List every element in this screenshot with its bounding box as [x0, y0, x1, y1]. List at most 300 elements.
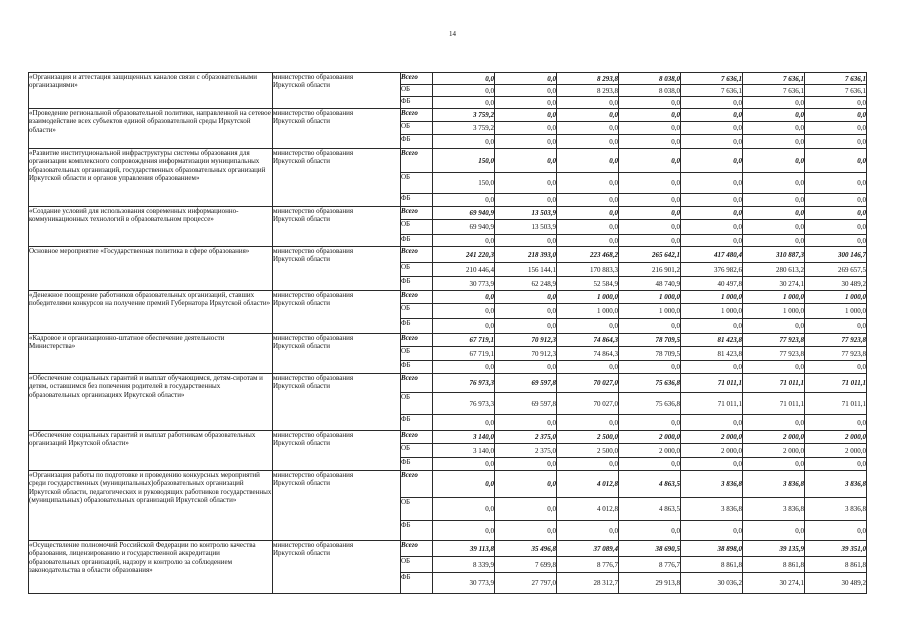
amount-cell: 0,0	[433, 361, 495, 374]
amount-cell: 0,0	[433, 319, 495, 334]
amount-cell: 77 923,8	[743, 334, 805, 347]
amount-cell: 8 038,0	[619, 85, 681, 97]
responsible-body-text: министерство образования Иркутской области	[273, 431, 354, 448]
funding-source-label: Всего	[401, 334, 433, 347]
responsible-body	[273, 431, 401, 471]
amount-cell: 300 146,7	[805, 247, 867, 263]
funding-source-label: ОБ	[401, 85, 433, 97]
amount-cell: 0,0	[433, 521, 495, 541]
funding-source-label: ОБ	[401, 220, 433, 235]
amount-cell: 4 863,5	[619, 471, 681, 498]
amount-cell: 38 690,5	[619, 541, 681, 557]
amount-cell: 7 636,1	[681, 85, 743, 97]
amount-cell: 0,0	[805, 122, 867, 135]
amount-cell: 7 636,1	[681, 73, 743, 85]
budget-table	[28, 72, 867, 594]
amount-cell: 376 982,6	[681, 263, 743, 277]
amount-cell: 71 011,1	[743, 393, 805, 415]
amount-cell: 0,0	[495, 319, 557, 334]
table-row	[29, 109, 867, 122]
amount-cell: 39 113,8	[433, 541, 495, 557]
amount-cell: 27 797,0	[495, 573, 557, 594]
amount-cell: 0,0	[495, 498, 557, 521]
amount-cell: 0,0	[681, 109, 743, 122]
amount-cell: 0,0	[743, 220, 805, 235]
funding-source-label: ФБ	[401, 361, 433, 374]
amount-cell: 0,0	[495, 73, 557, 85]
amount-cell: 2 500,0	[557, 431, 619, 444]
responsible-body	[273, 374, 401, 431]
amount-cell: 0,0	[743, 207, 805, 220]
amount-cell: 67 719,1	[433, 347, 495, 361]
amount-cell: 7 699,8	[495, 557, 557, 573]
amount-cell: 3 140,0	[433, 431, 495, 444]
measure-description: «Организация работы по подготовке и проведению конкурсных мероприятий среди государственных (муниципальных)образовательных организаций Иркутской области, педагогических и руководящих работников государственных (муниципальных) образовательных организаций Иркутской области»	[29, 471, 273, 541]
amount-cell: 1 000,0	[805, 304, 867, 319]
amount-cell: 0,0	[557, 415, 619, 431]
responsible-body-text: министерство образования Иркутской области	[273, 291, 354, 308]
amount-cell: 0,0	[805, 149, 867, 173]
funding-source-label: ФБ	[401, 521, 433, 541]
amount-cell: 3 836,8	[743, 498, 805, 521]
amount-cell: 0,0	[619, 415, 681, 431]
amount-cell: 0,0	[681, 194, 743, 207]
responsible-body-text: министерство образования Иркутской области	[273, 471, 354, 488]
amount-cell: 0,0	[433, 97, 495, 109]
amount-cell: 417 480,4	[681, 247, 743, 263]
amount-cell: 0,0	[495, 361, 557, 374]
funding-source-label: Всего	[401, 374, 433, 393]
amount-cell: 0,0	[805, 235, 867, 247]
amount-cell: 30 489,2	[805, 277, 867, 291]
amount-cell: 0,0	[433, 458, 495, 471]
measure-description: «Создание условий для использования современных информационно-коммуникационных технологий в образовательном процессе»	[29, 207, 273, 247]
funding-source-label: Всего	[401, 471, 433, 498]
amount-cell: 216 901,2	[619, 263, 681, 277]
amount-cell: 30 036,2	[681, 573, 743, 594]
amount-cell: 2 000,0	[743, 431, 805, 444]
amount-cell: 0,0	[681, 361, 743, 374]
amount-cell: 30 274,1	[743, 277, 805, 291]
amount-cell: 0,0	[743, 122, 805, 135]
amount-cell: 0,0	[743, 173, 805, 194]
amount-cell: 0,0	[557, 109, 619, 122]
amount-cell: 0,0	[495, 194, 557, 207]
responsible-body	[273, 291, 401, 334]
funding-source-label: ФБ	[401, 277, 433, 291]
amount-cell: 0,0	[619, 220, 681, 235]
measure-description: «Осуществление полномочий Российской Федерации по контролю качества образования, лицензированию и государственной аккредитации образовательных организаций, надзору и контролю за соблюдением законодательства в области образования»	[29, 541, 273, 594]
amount-cell: 8 038,0	[619, 73, 681, 85]
amount-cell: 0,0	[681, 173, 743, 194]
amount-cell: 0,0	[681, 135, 743, 149]
amount-cell: 0,0	[619, 235, 681, 247]
amount-cell: 74 864,3	[557, 334, 619, 347]
amount-cell: 2 000,0	[681, 431, 743, 444]
amount-cell: 265 642,1	[619, 247, 681, 263]
amount-cell: 0,0	[557, 458, 619, 471]
amount-cell: 74 864,3	[557, 347, 619, 361]
amount-cell: 0,0	[495, 471, 557, 498]
funding-source-label: Всего	[401, 207, 433, 220]
amount-cell: 0,0	[433, 85, 495, 97]
amount-cell: 39 351,0	[805, 541, 867, 557]
amount-cell: 2 000,0	[619, 431, 681, 444]
amount-cell: 75 636,8	[619, 374, 681, 393]
amount-cell: 4 863,5	[619, 498, 681, 521]
amount-cell: 0,0	[557, 319, 619, 334]
amount-cell: 71 011,1	[805, 393, 867, 415]
amount-cell: 0,0	[805, 109, 867, 122]
amount-cell: 2 500,0	[557, 444, 619, 458]
amount-cell: 0,0	[681, 122, 743, 135]
amount-cell: 0,0	[619, 122, 681, 135]
amount-cell: 81 423,8	[681, 334, 743, 347]
amount-cell: 40 497,8	[681, 277, 743, 291]
amount-cell: 71 011,1	[805, 374, 867, 393]
measure-description: «Организация и аттестация защищенных каналов связи с образовательными организациями»	[29, 73, 273, 109]
amount-cell: 0,0	[495, 521, 557, 541]
responsible-body-text: министерство образования Иркутской области	[273, 73, 354, 90]
amount-cell: 0,0	[681, 415, 743, 431]
amount-cell: 77 923,8	[805, 347, 867, 361]
amount-cell: 0,0	[557, 207, 619, 220]
funding-source-label: ОБ	[401, 304, 433, 319]
table-row	[29, 471, 867, 498]
amount-cell: 7 636,1	[743, 85, 805, 97]
amount-cell: 0,0	[743, 135, 805, 149]
amount-cell: 0,0	[557, 235, 619, 247]
amount-cell: 0,0	[433, 498, 495, 521]
amount-cell: 0,0	[619, 173, 681, 194]
amount-cell: 0,0	[495, 122, 557, 135]
measure-description: «Развитие институциональной инфраструктуры системы образования для организации комплексного сопровождения информатизации муниципальных образовательных организаций, государственных образовательных организаций Иркутской области и органов управления образованием»	[29, 149, 273, 207]
amount-cell: 8 861,8	[743, 557, 805, 573]
amount-cell: 0,0	[557, 135, 619, 149]
amount-cell: 0,0	[619, 97, 681, 109]
table-row	[29, 73, 867, 85]
amount-cell: 2 375,0	[495, 431, 557, 444]
amount-cell: 69 597,8	[495, 374, 557, 393]
measure-description: Основное мероприятие «Государственная политика в сфере образования»	[29, 247, 273, 291]
amount-cell: 0,0	[619, 521, 681, 541]
amount-cell: 13 503,9	[495, 220, 557, 235]
amount-cell: 52 584,9	[557, 277, 619, 291]
amount-cell: 280 613,2	[743, 263, 805, 277]
amount-cell: 71 011,1	[743, 374, 805, 393]
amount-cell: 30 773,9	[433, 573, 495, 594]
amount-cell: 71 011,1	[681, 374, 743, 393]
amount-cell: 0,0	[557, 194, 619, 207]
amount-cell: 0,0	[743, 235, 805, 247]
amount-cell: 0,0	[681, 521, 743, 541]
amount-cell: 0,0	[681, 149, 743, 173]
responsible-body	[273, 247, 401, 291]
funding-source-label: ОБ	[401, 347, 433, 361]
amount-cell: 0,0	[743, 109, 805, 122]
funding-source-label: Всего	[401, 431, 433, 444]
amount-cell: 7 636,1	[805, 85, 867, 97]
amount-cell: 0,0	[433, 304, 495, 319]
amount-cell: 69 940,9	[433, 207, 495, 220]
funding-source-label: Всего	[401, 247, 433, 263]
amount-cell: 0,0	[495, 173, 557, 194]
amount-cell: 0,0	[805, 521, 867, 541]
funding-source-label: ФБ	[401, 415, 433, 431]
table-row	[29, 334, 867, 347]
responsible-body-text: министерство образования Иркутской области	[273, 109, 354, 126]
funding-source-label: ОБ	[401, 122, 433, 135]
amount-cell: 8 293,8	[557, 85, 619, 97]
amount-cell: 76 973,3	[433, 393, 495, 415]
amount-cell: 3 836,8	[805, 498, 867, 521]
amount-cell: 1 000,0	[743, 291, 805, 304]
amount-cell: 0,0	[805, 319, 867, 334]
amount-cell: 76 973,3	[433, 374, 495, 393]
responsible-body-text: министерство образования Иркутской области	[273, 247, 354, 264]
funding-source-label: Всего	[401, 541, 433, 557]
amount-cell: 310 887,3	[743, 247, 805, 263]
amount-cell: 1 000,0	[557, 304, 619, 319]
funding-source-label: Всего	[401, 291, 433, 304]
funding-source-label: ФБ	[401, 458, 433, 471]
responsible-body	[273, 207, 401, 247]
responsible-body-text: министерство образования Иркутской области	[273, 374, 354, 391]
amount-cell: 0,0	[433, 471, 495, 498]
amount-cell: 0,0	[619, 207, 681, 220]
responsible-body-text: министерство образования Иркутской области	[273, 541, 354, 558]
funding-source-label: ФБ	[401, 135, 433, 149]
table-row	[29, 541, 867, 557]
amount-cell: 0,0	[681, 458, 743, 471]
amount-cell: 170 883,3	[557, 263, 619, 277]
funding-source-label: Всего	[401, 73, 433, 85]
amount-cell: 4 012,8	[557, 471, 619, 498]
amount-cell: 1 000,0	[681, 291, 743, 304]
amount-cell: 69 597,8	[495, 393, 557, 415]
responsible-body-text: министерство образования Иркутской области	[273, 207, 354, 224]
amount-cell: 0,0	[743, 521, 805, 541]
amount-cell: 77 923,8	[805, 334, 867, 347]
amount-cell: 0,0	[619, 319, 681, 334]
amount-cell: 30 489,2	[805, 573, 867, 594]
responsible-body-text: министерство образования Иркутской области	[273, 334, 354, 351]
amount-cell: 8 293,8	[557, 73, 619, 85]
amount-cell: 1 000,0	[619, 304, 681, 319]
amount-cell: 0,0	[681, 207, 743, 220]
amount-cell: 0,0	[805, 194, 867, 207]
amount-cell: 1 000,0	[805, 291, 867, 304]
amount-cell: 3 836,8	[681, 471, 743, 498]
amount-cell: 70 912,3	[495, 334, 557, 347]
amount-cell: 78 709,5	[619, 334, 681, 347]
amount-cell: 0,0	[557, 220, 619, 235]
amount-cell: 0,0	[557, 173, 619, 194]
responsible-body	[273, 471, 401, 541]
amount-cell: 2 375,0	[495, 444, 557, 458]
amount-cell: 0,0	[619, 109, 681, 122]
page-number: 14	[449, 30, 456, 38]
table-row	[29, 431, 867, 444]
amount-cell: 3 836,8	[743, 471, 805, 498]
measure-description: «Проведение региональной образовательной политики, направленной на сетевое взаимодействие всех субъектов единой образовательной среды Иркутской области»	[29, 109, 273, 149]
funding-source-label: ФБ	[401, 97, 433, 109]
amount-cell: 2 000,0	[805, 431, 867, 444]
amount-cell: 0,0	[495, 109, 557, 122]
amount-cell: 0,0	[805, 173, 867, 194]
amount-cell: 30 274,1	[743, 573, 805, 594]
amount-cell: 0,0	[681, 97, 743, 109]
amount-cell: 48 740,9	[619, 277, 681, 291]
amount-cell: 0,0	[805, 415, 867, 431]
amount-cell: 75 636,8	[619, 393, 681, 415]
amount-cell: 77 923,8	[743, 347, 805, 361]
measure-description: «Обеспечение социальных гарантий и выплат обучающимся, детям-сиротам и детям, оставшимся без попечения родителей в государственных образовательных организациях Иркутской области»	[29, 374, 273, 431]
measure-description: «Обеспечение социальных гарантий и выплат работникам образовательных организаций Иркутской области»	[29, 431, 273, 471]
amount-cell: 39 135,9	[743, 541, 805, 557]
amount-cell: 28 312,7	[557, 573, 619, 594]
amount-cell: 7 636,1	[805, 73, 867, 85]
amount-cell: 0,0	[557, 122, 619, 135]
table-row	[29, 247, 867, 263]
funding-source-label: ОБ	[401, 393, 433, 415]
amount-cell: 1 000,0	[557, 291, 619, 304]
amount-cell: 62 248,9	[495, 277, 557, 291]
amount-cell: 13 503,9	[495, 207, 557, 220]
amount-cell: 29 913,8	[619, 573, 681, 594]
responsible-body	[273, 541, 401, 594]
amount-cell: 0,0	[433, 135, 495, 149]
funding-source-label: ОБ	[401, 557, 433, 573]
funding-source-label: ФБ	[401, 194, 433, 207]
amount-cell: 69 940,9	[433, 220, 495, 235]
amount-cell: 150,0	[433, 173, 495, 194]
table-row	[29, 374, 867, 393]
table-row	[29, 207, 867, 220]
amount-cell: 0,0	[743, 415, 805, 431]
amount-cell: 0,0	[743, 149, 805, 173]
amount-cell: 0,0	[681, 319, 743, 334]
amount-cell: 78 709,5	[619, 347, 681, 361]
amount-cell: 0,0	[557, 361, 619, 374]
responsible-body	[273, 334, 401, 374]
amount-cell: 2 000,0	[743, 444, 805, 458]
amount-cell: 0,0	[681, 220, 743, 235]
amount-cell: 0,0	[743, 319, 805, 334]
amount-cell: 0,0	[619, 135, 681, 149]
funding-source-label: Всего	[401, 149, 433, 173]
amount-cell: 269 657,5	[805, 263, 867, 277]
amount-cell: 70 027,0	[557, 393, 619, 415]
amount-cell: 0,0	[619, 194, 681, 207]
amount-cell: 3 836,8	[805, 471, 867, 498]
amount-cell: 0,0	[805, 458, 867, 471]
table-row	[29, 291, 867, 304]
amount-cell: 0,0	[805, 135, 867, 149]
amount-cell: 0,0	[495, 85, 557, 97]
amount-cell: 223 468,2	[557, 247, 619, 263]
amount-cell: 38 898,0	[681, 541, 743, 557]
amount-cell: 0,0	[805, 97, 867, 109]
amount-cell: 3 140,0	[433, 444, 495, 458]
amount-cell: 150,0	[433, 149, 495, 173]
amount-cell: 2 000,0	[805, 444, 867, 458]
amount-cell: 1 000,0	[619, 291, 681, 304]
amount-cell: 0,0	[495, 304, 557, 319]
amount-cell: 0,0	[495, 415, 557, 431]
funding-source-label: ОБ	[401, 498, 433, 521]
responsible-body	[273, 149, 401, 207]
amount-cell: 156 144,1	[495, 263, 557, 277]
funding-source-label: ОБ	[401, 444, 433, 458]
amount-cell: 0,0	[433, 73, 495, 85]
amount-cell: 1 000,0	[743, 304, 805, 319]
table-row	[29, 149, 867, 173]
amount-cell: 81 423,8	[681, 347, 743, 361]
responsible-body	[273, 109, 401, 149]
funding-source-label: ФБ	[401, 319, 433, 334]
table-body	[29, 73, 867, 594]
amount-cell: 8 339,9	[433, 557, 495, 573]
funding-source-label: Всего	[401, 109, 433, 122]
amount-cell: 37 089,4	[557, 541, 619, 557]
amount-cell: 8 776,7	[557, 557, 619, 573]
amount-cell: 241 220,3	[433, 247, 495, 263]
amount-cell: 8 861,8	[681, 557, 743, 573]
amount-cell: 2 000,0	[681, 444, 743, 458]
amount-cell: 0,0	[433, 415, 495, 431]
amount-cell: 0,0	[557, 521, 619, 541]
amount-cell: 3 759,2	[433, 122, 495, 135]
amount-cell: 0,0	[433, 194, 495, 207]
responsible-body	[273, 73, 401, 109]
amount-cell: 7 636,1	[743, 73, 805, 85]
amount-cell: 1 000,0	[681, 304, 743, 319]
amount-cell: 0,0	[495, 97, 557, 109]
amount-cell: 3 836,8	[681, 498, 743, 521]
funding-source-label: ОБ	[401, 263, 433, 277]
funding-source-label: ОБ	[401, 173, 433, 194]
measure-description: «Денежное поощрение работников образовательных организаций, ставших победителями конкурсов на получение премий Губернатора Иркутской области»	[29, 291, 273, 334]
amount-cell: 0,0	[619, 149, 681, 173]
amount-cell: 8 776,7	[619, 557, 681, 573]
amount-cell: 0,0	[495, 149, 557, 173]
amount-cell: 0,0	[743, 361, 805, 374]
amount-cell: 30 773,9	[433, 277, 495, 291]
amount-cell: 70 027,0	[557, 374, 619, 393]
amount-cell: 210 446,4	[433, 263, 495, 277]
amount-cell: 0,0	[805, 220, 867, 235]
measure-description: «Кадровое и организационно-штатное обеспечение деятельности Министерства»	[29, 334, 273, 374]
amount-cell: 3 759,2	[433, 109, 495, 122]
responsible-body-text: министерство образования Иркутской области	[273, 149, 354, 166]
amount-cell: 0,0	[557, 97, 619, 109]
amount-cell: 0,0	[433, 291, 495, 304]
amount-cell: 0,0	[619, 458, 681, 471]
amount-cell: 71 011,1	[681, 393, 743, 415]
amount-cell: 0,0	[805, 207, 867, 220]
amount-cell: 8 861,8	[805, 557, 867, 573]
amount-cell: 67 719,1	[433, 334, 495, 347]
funding-source-label: ФБ	[401, 573, 433, 594]
amount-cell: 0,0	[495, 235, 557, 247]
amount-cell: 0,0	[557, 149, 619, 173]
amount-cell: 0,0	[495, 135, 557, 149]
amount-cell: 35 496,8	[495, 541, 557, 557]
amount-cell: 2 000,0	[619, 444, 681, 458]
amount-cell: 0,0	[433, 235, 495, 247]
amount-cell: 0,0	[495, 458, 557, 471]
